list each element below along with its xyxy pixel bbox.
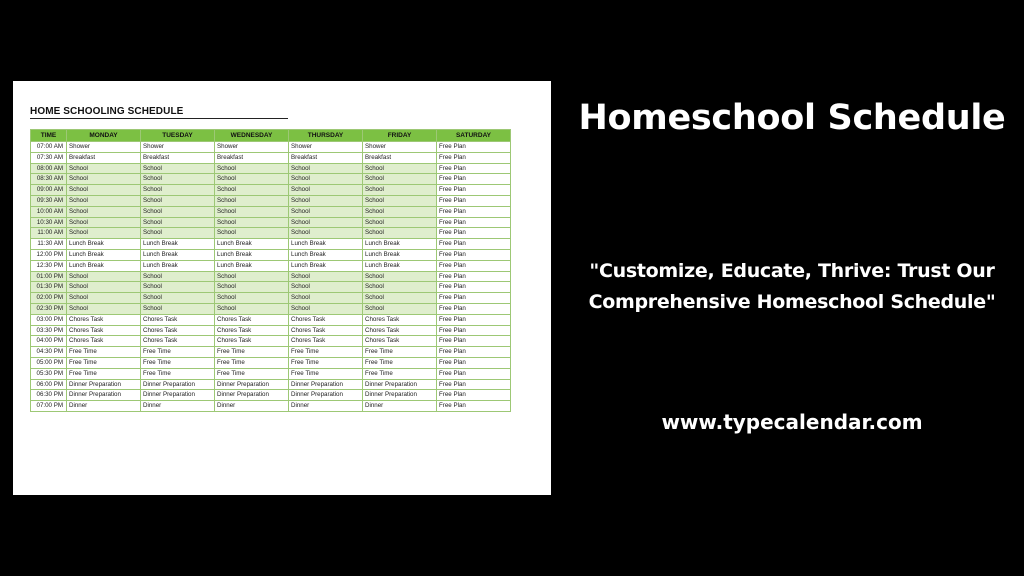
activity-cell: School bbox=[363, 271, 437, 282]
activity-cell: School bbox=[67, 303, 141, 314]
table-row bbox=[31, 163, 511, 174]
schedule-title: HOME SCHOOLING SCHEDULE bbox=[30, 106, 288, 119]
activity-cell: Dinner bbox=[363, 401, 437, 412]
column-header-tuesday: TUESDAY bbox=[141, 130, 215, 142]
activity-cell: Lunch Break bbox=[67, 249, 141, 260]
activity-cell: Chores Task bbox=[215, 336, 289, 347]
activity-cell: School bbox=[67, 217, 141, 228]
activity-cell: Free Plan bbox=[437, 379, 511, 390]
activity-cell: Free Time bbox=[289, 368, 363, 379]
column-header-time: TIME bbox=[31, 130, 67, 142]
table-row bbox=[31, 228, 511, 239]
activity-cell: School bbox=[67, 206, 141, 217]
time-cell: 09:30 AM bbox=[31, 195, 67, 206]
time-cell: 05:30 PM bbox=[31, 368, 67, 379]
activity-cell: School bbox=[215, 174, 289, 185]
activity-cell: Dinner Preparation bbox=[141, 379, 215, 390]
table-row bbox=[31, 174, 511, 185]
activity-cell: Lunch Break bbox=[289, 249, 363, 260]
activity-cell: Breakfast bbox=[141, 152, 215, 163]
activity-cell: Chores Task bbox=[289, 325, 363, 336]
activity-cell: School bbox=[141, 206, 215, 217]
activity-cell: School bbox=[141, 303, 215, 314]
column-header-monday: MONDAY bbox=[67, 130, 141, 142]
activity-cell: Free Time bbox=[289, 357, 363, 368]
time-cell: 02:30 PM bbox=[31, 303, 67, 314]
activity-cell: Dinner Preparation bbox=[363, 390, 437, 401]
activity-cell: School bbox=[67, 282, 141, 293]
activity-cell: School bbox=[363, 293, 437, 304]
activity-cell: Chores Task bbox=[289, 336, 363, 347]
activity-cell: School bbox=[215, 217, 289, 228]
time-cell: 01:30 PM bbox=[31, 282, 67, 293]
activity-cell: School bbox=[141, 228, 215, 239]
activity-cell: Free Plan bbox=[437, 185, 511, 196]
time-cell: 06:00 PM bbox=[31, 379, 67, 390]
activity-cell: Breakfast bbox=[215, 152, 289, 163]
activity-cell: Free Plan bbox=[437, 228, 511, 239]
time-cell: 08:00 AM bbox=[31, 163, 67, 174]
activity-cell: Dinner bbox=[215, 401, 289, 412]
time-cell: 08:30 AM bbox=[31, 174, 67, 185]
activity-cell: Shower bbox=[141, 142, 215, 153]
activity-cell: Free Time bbox=[363, 347, 437, 358]
time-cell: 10:00 AM bbox=[31, 206, 67, 217]
activity-cell: Free Plan bbox=[437, 368, 511, 379]
time-cell: 01:00 PM bbox=[31, 271, 67, 282]
activity-cell: Free Plan bbox=[437, 325, 511, 336]
activity-cell: School bbox=[141, 271, 215, 282]
table-row bbox=[31, 357, 511, 368]
activity-cell: Free Time bbox=[363, 368, 437, 379]
activity-cell: Breakfast bbox=[67, 152, 141, 163]
activity-cell: Dinner Preparation bbox=[363, 379, 437, 390]
activity-cell: School bbox=[289, 228, 363, 239]
time-cell: 03:30 PM bbox=[31, 325, 67, 336]
activity-cell: Lunch Break bbox=[289, 260, 363, 271]
activity-cell: School bbox=[141, 174, 215, 185]
activity-cell: Free Plan bbox=[437, 163, 511, 174]
activity-cell: School bbox=[141, 217, 215, 228]
activity-cell: Free Plan bbox=[437, 303, 511, 314]
table-row bbox=[31, 239, 511, 250]
activity-cell: Free Time bbox=[363, 357, 437, 368]
time-cell: 02:00 PM bbox=[31, 293, 67, 304]
activity-cell: School bbox=[363, 174, 437, 185]
activity-cell: Free Plan bbox=[437, 336, 511, 347]
activity-cell: School bbox=[215, 303, 289, 314]
activity-cell: Free Plan bbox=[437, 347, 511, 358]
activity-cell: School bbox=[289, 185, 363, 196]
activity-cell: Lunch Break bbox=[215, 260, 289, 271]
activity-cell: School bbox=[289, 163, 363, 174]
activity-cell: Free Plan bbox=[437, 249, 511, 260]
activity-cell: Chores Task bbox=[363, 314, 437, 325]
time-cell: 06:30 PM bbox=[31, 390, 67, 401]
activity-cell: Free Plan bbox=[437, 217, 511, 228]
tagline-line-1: "Customize, Educate, Thrive: Trust Our bbox=[589, 260, 995, 282]
table-row bbox=[31, 271, 511, 282]
column-header-saturday: SATURDAY bbox=[437, 130, 511, 142]
time-cell: 10:30 AM bbox=[31, 217, 67, 228]
schedule-header bbox=[31, 130, 511, 142]
activity-cell: School bbox=[289, 217, 363, 228]
activity-cell: Free Time bbox=[215, 347, 289, 358]
activity-cell: School bbox=[141, 195, 215, 206]
activity-cell: Free Time bbox=[67, 368, 141, 379]
activity-cell: Free Plan bbox=[437, 142, 511, 153]
column-header-wednesday: WEDNESDAY bbox=[215, 130, 289, 142]
activity-cell: Free Time bbox=[141, 347, 215, 358]
activity-cell: School bbox=[289, 206, 363, 217]
activity-cell: Dinner Preparation bbox=[215, 390, 289, 401]
activity-cell: Lunch Break bbox=[67, 260, 141, 271]
activity-cell: Dinner Preparation bbox=[289, 390, 363, 401]
activity-cell: Chores Task bbox=[141, 325, 215, 336]
activity-cell: Free Plan bbox=[437, 260, 511, 271]
activity-cell: Free Plan bbox=[437, 282, 511, 293]
activity-cell: Free Time bbox=[67, 357, 141, 368]
activity-cell: School bbox=[215, 282, 289, 293]
time-cell: 11:00 AM bbox=[31, 228, 67, 239]
table-row bbox=[31, 314, 511, 325]
activity-cell: Lunch Break bbox=[215, 239, 289, 250]
activity-cell: Shower bbox=[363, 142, 437, 153]
activity-cell: Free Plan bbox=[437, 195, 511, 206]
activity-cell: Lunch Break bbox=[363, 260, 437, 271]
tagline-quote bbox=[560, 256, 1024, 318]
activity-cell: Breakfast bbox=[289, 152, 363, 163]
activity-cell: School bbox=[67, 185, 141, 196]
activity-cell: Dinner bbox=[289, 401, 363, 412]
activity-cell: Lunch Break bbox=[363, 239, 437, 250]
activity-cell: Chores Task bbox=[67, 325, 141, 336]
activity-cell: School bbox=[67, 163, 141, 174]
activity-cell: School bbox=[289, 174, 363, 185]
table-row bbox=[31, 249, 511, 260]
schedule-document-preview bbox=[13, 81, 551, 495]
time-cell: 07:30 AM bbox=[31, 152, 67, 163]
activity-cell: School bbox=[363, 163, 437, 174]
activity-cell: School bbox=[215, 163, 289, 174]
activity-cell: Lunch Break bbox=[67, 239, 141, 250]
activity-cell: Shower bbox=[67, 142, 141, 153]
activity-cell: Chores Task bbox=[141, 314, 215, 325]
activity-cell: School bbox=[363, 206, 437, 217]
activity-cell: School bbox=[67, 271, 141, 282]
activity-cell: School bbox=[363, 217, 437, 228]
activity-cell: School bbox=[67, 174, 141, 185]
activity-cell: School bbox=[67, 195, 141, 206]
activity-cell: Free Plan bbox=[437, 357, 511, 368]
activity-cell: Dinner Preparation bbox=[141, 390, 215, 401]
activity-cell: School bbox=[289, 271, 363, 282]
activity-cell: Free Time bbox=[67, 347, 141, 358]
activity-cell: School bbox=[363, 228, 437, 239]
table-row bbox=[31, 325, 511, 336]
time-cell: 07:00 PM bbox=[31, 401, 67, 412]
activity-cell: School bbox=[215, 206, 289, 217]
time-cell: 12:00 PM bbox=[31, 249, 67, 260]
table-row bbox=[31, 142, 511, 153]
activity-cell: Lunch Break bbox=[215, 249, 289, 260]
activity-cell: Free Plan bbox=[437, 239, 511, 250]
time-cell: 12:30 PM bbox=[31, 260, 67, 271]
activity-cell: Free Time bbox=[215, 357, 289, 368]
time-cell: 05:00 PM bbox=[31, 357, 67, 368]
activity-cell: School bbox=[67, 293, 141, 304]
activity-cell: Free Plan bbox=[437, 174, 511, 185]
activity-cell: Lunch Break bbox=[141, 249, 215, 260]
website-url: www.typecalendar.com bbox=[661, 410, 923, 434]
activity-cell: Lunch Break bbox=[141, 260, 215, 271]
table-row bbox=[31, 379, 511, 390]
activity-cell: Chores Task bbox=[363, 336, 437, 347]
activity-cell: Free Time bbox=[289, 347, 363, 358]
activity-cell: School bbox=[141, 163, 215, 174]
time-cell: 04:00 PM bbox=[31, 336, 67, 347]
activity-cell: Chores Task bbox=[215, 314, 289, 325]
tagline-line-2: Comprehensive Homeschool Schedule" bbox=[588, 291, 996, 313]
activity-cell: School bbox=[363, 195, 437, 206]
column-header-thursday: THURSDAY bbox=[289, 130, 363, 142]
activity-cell: Chores Task bbox=[67, 336, 141, 347]
time-cell: 11:30 AM bbox=[31, 239, 67, 250]
activity-cell: Breakfast bbox=[363, 152, 437, 163]
activity-cell: Free Time bbox=[215, 368, 289, 379]
table-row bbox=[31, 401, 511, 412]
activity-cell: School bbox=[215, 228, 289, 239]
table-row bbox=[31, 303, 511, 314]
activity-cell: Dinner bbox=[67, 401, 141, 412]
activity-cell: Dinner Preparation bbox=[215, 379, 289, 390]
schedule-table bbox=[30, 129, 511, 412]
table-row bbox=[31, 260, 511, 271]
activity-cell: School bbox=[141, 185, 215, 196]
activity-cell: Shower bbox=[289, 142, 363, 153]
header-row bbox=[31, 130, 511, 142]
activity-cell: Lunch Break bbox=[289, 239, 363, 250]
time-cell: 03:00 PM bbox=[31, 314, 67, 325]
activity-cell: Chores Task bbox=[141, 336, 215, 347]
activity-cell: Dinner Preparation bbox=[289, 379, 363, 390]
activity-cell: Free Plan bbox=[437, 314, 511, 325]
activity-cell: Free Plan bbox=[437, 293, 511, 304]
activity-cell: School bbox=[289, 282, 363, 293]
activity-cell: School bbox=[215, 195, 289, 206]
activity-cell: Chores Task bbox=[215, 325, 289, 336]
activity-cell: Dinner bbox=[141, 401, 215, 412]
activity-cell: School bbox=[215, 293, 289, 304]
activity-cell: Free Plan bbox=[437, 206, 511, 217]
table-row bbox=[31, 282, 511, 293]
activity-cell: School bbox=[363, 282, 437, 293]
activity-cell: School bbox=[289, 293, 363, 304]
table-row bbox=[31, 293, 511, 304]
time-cell: 04:30 PM bbox=[31, 347, 67, 358]
table-row bbox=[31, 195, 511, 206]
table-row bbox=[31, 336, 511, 347]
activity-cell: School bbox=[215, 271, 289, 282]
page-title: Homeschool Schedule bbox=[578, 98, 1006, 138]
activity-cell: Chores Task bbox=[289, 314, 363, 325]
activity-cell: Free Plan bbox=[437, 271, 511, 282]
activity-cell: Shower bbox=[215, 142, 289, 153]
activity-cell: Lunch Break bbox=[141, 239, 215, 250]
activity-cell: Chores Task bbox=[363, 325, 437, 336]
table-row bbox=[31, 152, 511, 163]
table-row bbox=[31, 206, 511, 217]
activity-cell: Dinner Preparation bbox=[67, 390, 141, 401]
column-header-friday: FRIDAY bbox=[363, 130, 437, 142]
activity-cell: Free Time bbox=[141, 357, 215, 368]
time-cell: 07:00 AM bbox=[31, 142, 67, 153]
table-row bbox=[31, 390, 511, 401]
activity-cell: School bbox=[363, 185, 437, 196]
time-cell: 09:00 AM bbox=[31, 185, 67, 196]
table-row bbox=[31, 217, 511, 228]
table-row bbox=[31, 185, 511, 196]
activity-cell: Free Plan bbox=[437, 401, 511, 412]
activity-cell: School bbox=[363, 303, 437, 314]
activity-cell: Free Time bbox=[141, 368, 215, 379]
activity-cell: Free Plan bbox=[437, 152, 511, 163]
activity-cell: School bbox=[67, 228, 141, 239]
activity-cell: Chores Task bbox=[67, 314, 141, 325]
activity-cell: School bbox=[141, 282, 215, 293]
schedule-body bbox=[31, 142, 511, 412]
table-row bbox=[31, 368, 511, 379]
activity-cell: School bbox=[289, 303, 363, 314]
activity-cell: Free Plan bbox=[437, 390, 511, 401]
activity-cell: School bbox=[141, 293, 215, 304]
table-row bbox=[31, 347, 511, 358]
activity-cell: Lunch Break bbox=[363, 249, 437, 260]
activity-cell: School bbox=[215, 185, 289, 196]
activity-cell: School bbox=[289, 195, 363, 206]
activity-cell: Dinner Preparation bbox=[67, 379, 141, 390]
